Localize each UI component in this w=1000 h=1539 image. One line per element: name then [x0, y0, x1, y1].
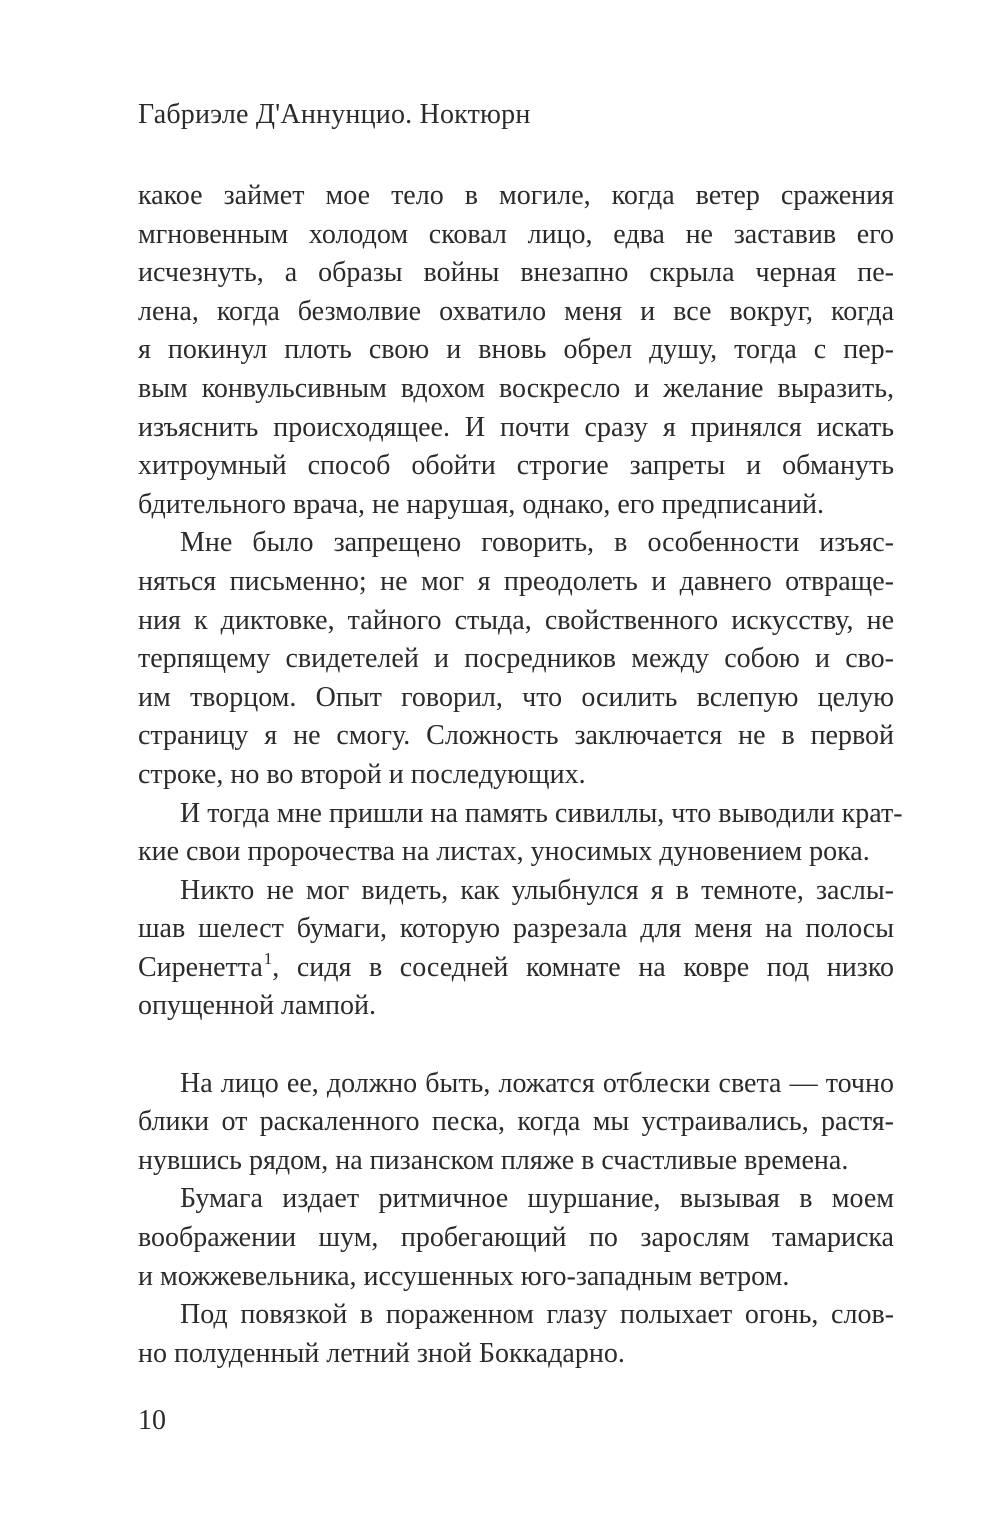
- paragraph: [138, 177, 894, 524]
- footnote-reference[interactable]: 1: [263, 948, 273, 968]
- text-line: нувшись рядом, на пизанском пляже в счастливые времена.: [138, 1144, 849, 1176]
- text-fragment: , сидя в соседней комнате на ковре под низко: [272, 951, 894, 983]
- paragraph: [138, 524, 894, 794]
- text-line: мгновенным холодом сковал лицо, едва не заставив его: [138, 218, 894, 250]
- text-line: И тогда мне пришли на память сивиллы, что выводили крат-: [180, 797, 903, 829]
- running-head: Габриэле Д'Аннунцио. Ноктюрн: [138, 99, 531, 130]
- text-line: Бумага издает ритмичное шуршание, вызывая в моем: [180, 1183, 894, 1215]
- text-line: вым конвульсивным вдохом воскресло и желание выразить,: [138, 372, 894, 404]
- text-line: хитроумный способ обойти строгие запреты и обмануть: [138, 450, 894, 482]
- text-line: ния к диктовке, тайного стыда, свойственного искусству, не: [138, 604, 894, 636]
- paragraph: [138, 1065, 894, 1181]
- text-line: Мне было запрещено говорить, в особенности изъяс-: [180, 527, 894, 559]
- footnote-anchor-word: Сиренетта: [138, 951, 263, 983]
- text-line: няться письменно; не мог я преодолеть и давнего отвраще-: [138, 565, 894, 597]
- text-line: изъяснить происходящее. И почти сразу я принялся искать: [138, 411, 894, 443]
- text-line: строке, но во второй и последующих.: [138, 758, 586, 790]
- text-line: опущенной лампой.: [138, 990, 377, 1022]
- text-line: воображении шум, пробегающий по зарослям тамариска: [138, 1222, 894, 1254]
- text-line: исчезнуть, а образы войны внезапно скрыла черная пе-: [138, 257, 894, 289]
- paragraph: [138, 795, 903, 872]
- text-line: какое займет мое тело в могиле, когда ветер сражения: [138, 180, 894, 211]
- text-line: шав шелест бумаги, которую разрезала для меня на полосы: [138, 913, 894, 945]
- text-line: кие свои пророчества на листах, уносимых дуновением рока.: [138, 836, 870, 868]
- text-line: я покинул плоть свою и вновь обрел душу, тогда с пер-: [138, 334, 894, 366]
- text-line: но полуденный летний зной Боккадарно.: [138, 1337, 625, 1369]
- text-line: блики от раскаленного песка, когда мы устраивались, растя-: [138, 1106, 894, 1138]
- text-line: терпящему свидетелей и посредников между собою и сво-: [138, 643, 894, 675]
- text-line: бдительного врача, не нарушая, однако, его предписаний.: [138, 488, 824, 520]
- body-text: [138, 177, 903, 1373]
- text-line: Никто не мог видеть, как улыбнулся я в темноте, заслы-: [180, 874, 894, 906]
- paragraph: [138, 1180, 894, 1296]
- text-line: лена, когда безмолвие охватило меня и все вокруг, когда: [138, 295, 894, 327]
- text-line: страницу я не смогу. Сложность заключается не в первой: [138, 720, 894, 752]
- text-line-with-footnote: [138, 949, 894, 988]
- section-break: [138, 1026, 894, 1065]
- text-line: На лицо ее, должно быть, ложатся отблески света — точно: [180, 1067, 894, 1099]
- text-line: Под повязкой в пораженном глазу полыхает огонь, слов-: [180, 1299, 894, 1331]
- paragraph: [138, 1296, 894, 1373]
- page-number: 10: [138, 1405, 166, 1436]
- text-line: им творцом. Опыт говорил, что осилить вслепую целую: [138, 681, 894, 713]
- paragraph: [138, 872, 894, 1026]
- text-line: и можжевельника, иссушенных юго-западным ветром.: [138, 1260, 790, 1292]
